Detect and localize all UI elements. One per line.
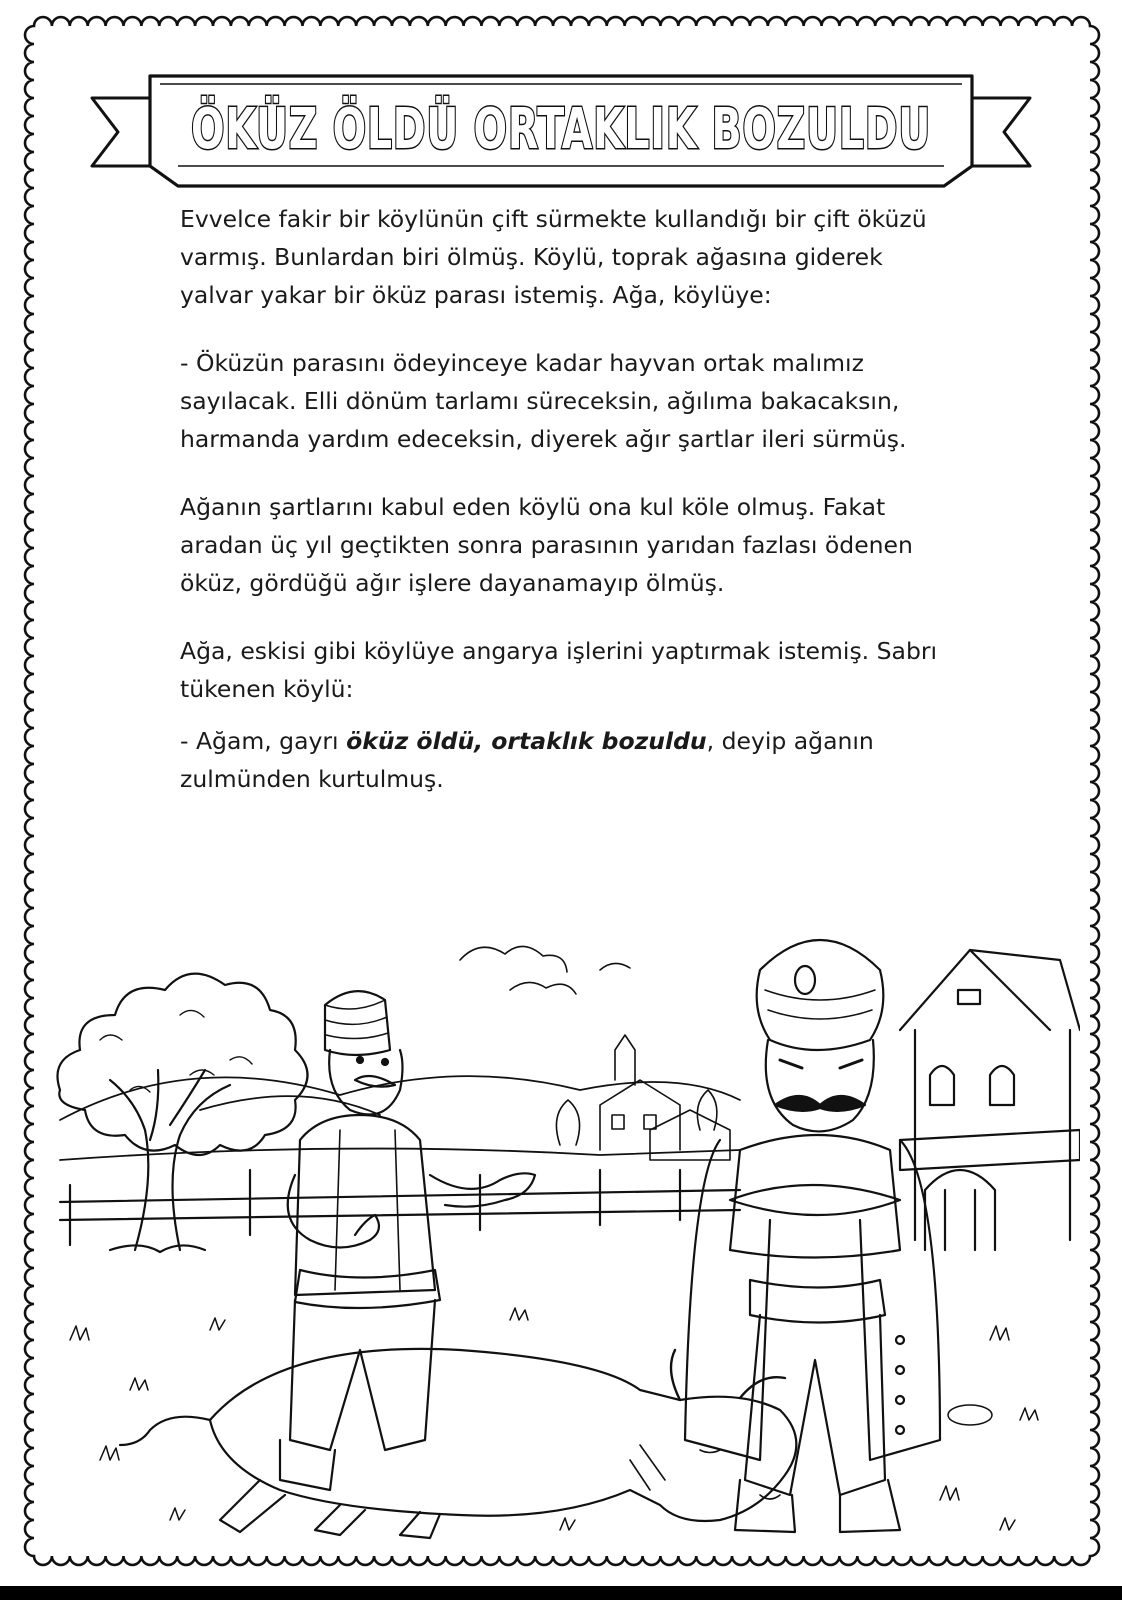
tree	[58, 974, 308, 1252]
proverb-emphasis: öküz öldü, ortaklık bozuldu	[346, 727, 707, 755]
villager	[280, 991, 535, 1490]
paragraph-5	[180, 722, 940, 798]
farmhouse	[900, 950, 1080, 1250]
coloring-illustration	[40, 920, 1080, 1540]
paragraph-3: Ağanın şartlarını kabul eden köylü ona kul köle olmuş. Fakat aradan üç yıl geçtikten sonra parasının yarıdan fazlası ödenen öküz, gördüğü ağır işlere dayanamayıp ölmüş.	[180, 493, 913, 597]
story-text	[180, 200, 940, 798]
paragraph-1: Evvelce fakir bir köylünün çift sürmekte kullandığı bir çift öküzü varmış. Bunlardan biri ölmüş. Köylü, toprak ağasına giderek yalvar yakar bir öküz parası istemiş. Ağa, köylüye:	[180, 205, 927, 309]
paragraph-5-end: , deyip ağanın zulmünden kurtulmuş.	[180, 727, 874, 793]
page-title: ÖKÜZ ÖLDÜ ORTAKLIK BOZULDU	[191, 97, 931, 162]
paragraph-5-start: - Ağam, gayrı	[180, 727, 347, 755]
bottom-edge	[0, 1586, 1122, 1600]
clouds	[460, 946, 630, 994]
paragraph-2: - Öküzün parasını ödeyinceye kadar hayvan ortak malımız sayılacak. Elli dönüm tarlamı süreceksin, ağılıma bakacaksın, harmanda yardım edeceksin, diyerek ağır şartlar ileri sürmüş.	[180, 349, 907, 453]
paragraph-4: Ağa, eskisi gibi köylüye angarya işlerini yaptırmak istemiş. Sabrı tükenen köylü:	[180, 637, 938, 703]
distant-village	[556, 1035, 730, 1160]
fence	[60, 1170, 740, 1245]
title-banner	[92, 76, 1030, 186]
